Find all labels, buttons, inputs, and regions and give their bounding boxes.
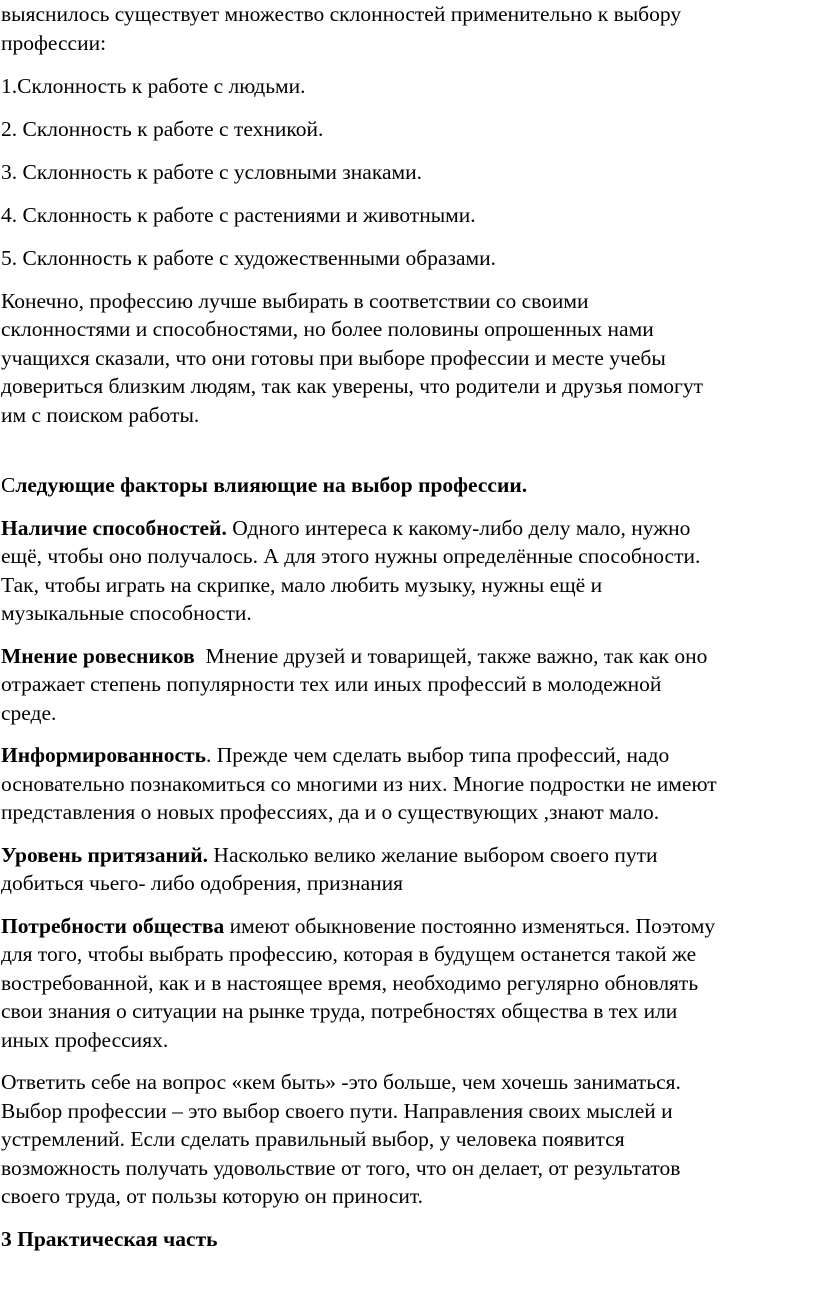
- factor-abilities-paragraph: [1, 514, 813, 628]
- factor-term: Информированность: [1, 743, 206, 767]
- factors-heading-first-letter: С: [1, 473, 16, 497]
- text-line: выяснилось существует множество склонностей применительно к выбору: [1, 2, 682, 26]
- factor-peers-paragraph: [1, 642, 813, 728]
- inclination-item: 3. Склонность к работе с условными знаками.: [1, 159, 422, 184]
- text-line: профессии:: [1, 30, 107, 55]
- closing-paragraph: [1, 1068, 813, 1211]
- inclination-item: 5. Склонность к работе с художественными образами.: [1, 245, 497, 270]
- intro-paragraph: [1, 0, 813, 57]
- text-line: Уровень притязаний. Насколько велико желание выбором своего пути: [1, 842, 658, 867]
- text-line: добиться чьего- либо одобрения, признания: [1, 871, 404, 895]
- text-line: свои знания о ситуации на рынке труда, потребностях общества в тех или: [1, 999, 678, 1023]
- text-line: основательно познакомиться со многими из них. Многие подростки не имеют: [1, 771, 717, 796]
- text-line: учащихся сказали, что они готовы при выборе профессии и месте учебы: [1, 345, 666, 370]
- factor-aspiration-paragraph: [1, 841, 813, 898]
- factor-term: Наличие способностей.: [1, 515, 227, 540]
- text-line: Выбор профессии – это выбор своего пути. Направления своих мыслей и: [1, 1098, 673, 1123]
- text-line: музыкальные способности.: [1, 601, 252, 625]
- text-line: устремлений. Если сделать правильный выбор, у человека появится: [1, 1127, 625, 1151]
- factor-term: Мнение ровесников: [1, 643, 195, 668]
- document-page: [1, 0, 813, 1253]
- text-line: возможность получать удовольствие от того, что он делает, от результатов: [1, 1155, 681, 1180]
- text-line: ещё, чтобы оно получалось. А для этого нужны определённые способности.: [1, 544, 701, 568]
- inclination-item: 1.Склонность к работе с людьми.: [1, 73, 306, 98]
- text-line: среде.: [1, 700, 57, 725]
- inclination-item: 2. Склонность к работе с техникой.: [1, 116, 324, 141]
- text-line: Потребности общества имеют обыкновение постоянно изменяться. Поэтому: [1, 913, 716, 938]
- conclusion-paragraph: [1, 287, 813, 430]
- text-line: довериться близким людям, так как уверены, что родители и друзья помогут: [1, 374, 703, 398]
- text-line: Наличие способностей. Одного интереса к какому-либо делу мало, нужно: [1, 515, 691, 540]
- text-line: склонностями и способностями, но более половины опрошенных нами: [1, 317, 654, 341]
- text-line: иных профессиях.: [1, 1027, 169, 1052]
- factor-awareness-paragraph: [1, 741, 813, 827]
- text-line: Мнение ровесников Мнение друзей и товарищей, также важно, так как оно: [1, 643, 708, 668]
- inclination-item: 4. Склонность к работе с растениями и животными.: [1, 202, 476, 227]
- text-line: Так, чтобы играть на скрипке, мало любить музыку, нужны ещё и: [1, 572, 603, 597]
- factors-heading-text: ледующие факторы влияющие на выбор профессии.: [15, 473, 528, 497]
- factor-term: Уровень притязаний.: [1, 842, 209, 867]
- factors-heading: [1, 471, 813, 500]
- text-line: им с поиском работы.: [1, 402, 200, 427]
- text-line: Информированность. Прежде чем сделать выбор типа профессий, надо: [1, 743, 670, 767]
- text-line: для того, чтобы выбрать профессию, которая в будущем останется такой же: [1, 942, 697, 966]
- section-heading: 3 Практическая часть: [1, 1226, 218, 1251]
- factor-society-paragraph: [1, 912, 813, 1055]
- text-line: Ответить себе на вопрос «кем быть» -это больше, чем хочешь заниматься.: [1, 1070, 681, 1094]
- text-line: отражает степень популярности тех или иных профессий в молодежной: [1, 672, 662, 696]
- factor-term: Потребности общества: [1, 913, 225, 938]
- text-line: представления о новых профессиях, да и о существующих ,знают мало.: [1, 800, 660, 824]
- text-line: Конечно, профессию лучше выбирать в соответствии со своими: [1, 288, 589, 313]
- text-line: своего труда, от пользы которую он приносит.: [1, 1184, 424, 1208]
- text-line: востребованной, как и в настоящее время, необходимо регулярно обновлять: [1, 970, 699, 995]
